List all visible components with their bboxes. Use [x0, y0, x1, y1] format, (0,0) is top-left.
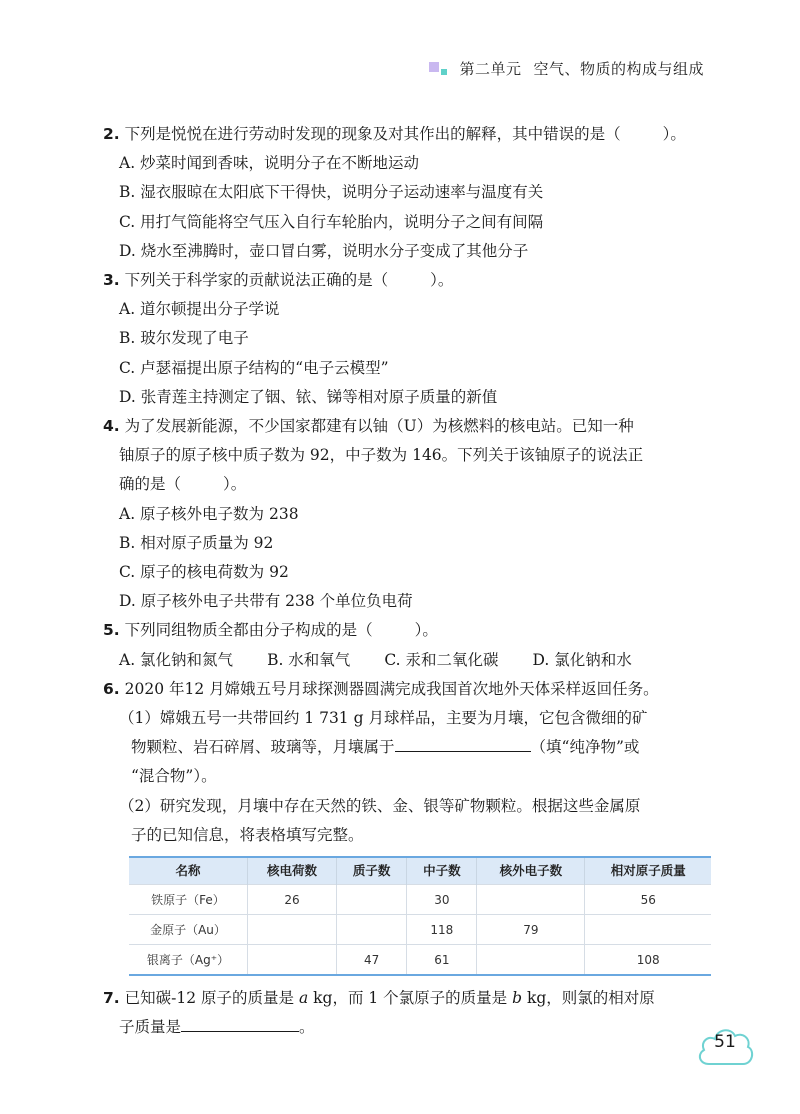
question-number: 2. — [103, 125, 120, 143]
sub-question-1-line-3: “混合物”）。 — [131, 767, 217, 786]
sub-question-text-end: （填“纯净物”或 — [530, 738, 640, 757]
answer-blank[interactable] — [395, 733, 531, 752]
question-4-line-2: 铀原子的原子核中质子数为 92，中子数为 146。下列关于该铀原子的说法正 — [119, 446, 644, 465]
question-stem: 下列同组物质全都由分子构成的是（ — [124, 621, 373, 640]
answer-blank[interactable] — [181, 1013, 299, 1032]
option-a: A. 原子核外电子数为 238 — [119, 504, 299, 523]
metal-info-table — [129, 856, 711, 976]
table-cell-blank[interactable] — [477, 885, 585, 915]
table-cell: 108 — [585, 945, 711, 976]
question-stem-end: ）。 — [223, 475, 247, 494]
question-text: 已知碳-12 原子的质量是 — [124, 989, 299, 1008]
option-a: A. 氯化钠和氮气 — [119, 650, 234, 669]
header-squares-icon — [429, 62, 449, 76]
question-4-line-3 — [103, 470, 713, 499]
page-header — [429, 58, 704, 79]
table-cell: 26 — [248, 885, 337, 915]
question-text: kg，则氯的相对原 — [522, 989, 655, 1008]
question-stem: 确的是（ — [119, 475, 182, 494]
table-row — [129, 885, 711, 915]
table-cell: 30 — [407, 885, 477, 915]
question-text: kg，而 1 个氯原子的质量是 — [308, 989, 513, 1008]
option-b: B. 水和氧气 — [267, 650, 351, 669]
question-stem: 2020 年12 月嫦娥五号月球探测器圆满完成我国首次地外天体采样返回任务。 — [124, 679, 659, 698]
question-stem: 下列关于科学家的贡献说法正确的是（ — [124, 271, 389, 290]
question-number: 4. — [103, 417, 120, 436]
table-cell: 铁原子（Fe） — [129, 885, 248, 915]
question-number: 6. — [103, 679, 120, 698]
option-c: C. 汞和二氧化碳 — [384, 650, 499, 669]
table-cell-blank[interactable] — [477, 945, 585, 976]
option-d: D. 张青莲主持测定了铟、铱、锑等相对原子质量的新值 — [119, 387, 498, 406]
option-d: D. 烧水至沸腾时，壶口冒白雾，说明水分子变成了其他分子 — [119, 241, 529, 260]
header-title: 空气、物质的构成与组成 — [533, 60, 704, 78]
question-number: 3. — [103, 271, 120, 290]
option-b: B. 湿衣服晾在太阳底下干得快，说明分子运动速率与温度有关 — [119, 183, 544, 202]
question-3 — [103, 266, 713, 295]
question-number: 7. — [103, 989, 120, 1008]
table-cell-blank[interactable] — [248, 945, 337, 976]
question-line-1: 为了发展新能源，不少国家都建有以铀（U）为核燃料的核电站。已知一种 — [124, 417, 634, 436]
question-stem-end: ）。 — [662, 125, 686, 143]
sub-question-2-line-1: （2）研究发现，月壤中存在天然的铁、金、银等矿物颗粒。根据这些金属原 — [119, 796, 641, 815]
table-cell-blank[interactable] — [585, 915, 711, 945]
question-5 — [103, 616, 713, 645]
sub-question-2-line-2: 子的已知信息，将表格填写完整。 — [131, 825, 364, 844]
question-stem-end: ）。 — [430, 271, 454, 290]
question-text: 子质量是 — [119, 1018, 182, 1037]
option-c: C. 用打气筒能将空气压入自行车轮胎内，说明分子之间有间隔 — [119, 212, 544, 231]
table-cell: 79 — [477, 915, 585, 945]
table-cell: 56 — [585, 885, 711, 915]
question-number: 5. — [103, 621, 120, 640]
question-4 — [103, 412, 713, 441]
question-stem: 下列是悦悦在进行劳动时发现的现象及对其作出的解释，其中错误的是（ — [124, 125, 621, 143]
page-number-badge — [695, 1020, 755, 1068]
option-d: D. 原子核外电子共带有 238 个单位负电荷 — [119, 592, 413, 611]
table-header-row — [129, 857, 711, 885]
table-header: 相对原子质量 — [585, 857, 711, 885]
question-6 — [103, 675, 713, 704]
option-b: B. 玻尔发现了电子 — [119, 329, 249, 348]
sub-question-1-line-1: （1）嫦娥五号一共带回约 1 731 g 月球样品，主要为月壤，它包含微细的矿 — [119, 709, 648, 728]
table-cell: 47 — [337, 945, 407, 976]
option-a: A. 炒菜时闻到香味，说明分子在不断地运动 — [119, 154, 420, 173]
variable-a: a — [298, 989, 309, 1008]
option-b: B. 相对原子质量为 92 — [119, 533, 274, 552]
question-text-end: 。 — [299, 1018, 315, 1037]
options-row — [103, 646, 713, 675]
question-7-line-2 — [103, 1013, 713, 1042]
option-d: D. 氯化钠和水 — [532, 650, 632, 669]
table-header: 核外电子数 — [477, 857, 585, 885]
table-cell: 金原子（Au） — [129, 915, 248, 945]
question-2 — [103, 120, 713, 149]
page-number: 51 — [714, 1032, 736, 1052]
sub-question-text: 物颗粒、岩石碎屑、玻璃等，月壤属于 — [131, 738, 395, 757]
option-a: A. 道尔顿提出分子学说 — [119, 300, 280, 319]
table-header: 名称 — [129, 857, 248, 885]
question-7 — [103, 984, 713, 1013]
table-header: 质子数 — [337, 857, 407, 885]
option-c: C. 原子的核电荷数为 92 — [119, 563, 289, 582]
option-c: C. 卢瑟福提出原子结构的“电子云模型” — [119, 358, 389, 377]
variable-b: b — [512, 989, 523, 1008]
table-cell-blank[interactable] — [337, 915, 407, 945]
header-unit: 第二单元 — [459, 60, 522, 78]
table-cell-blank[interactable] — [248, 915, 337, 945]
table-cell-blank[interactable] — [337, 885, 407, 915]
table-row — [129, 915, 711, 945]
table-row — [129, 945, 711, 976]
question-stem-end: ）。 — [414, 621, 438, 640]
sub-question-1-line-2 — [103, 733, 713, 762]
table-cell: 61 — [407, 945, 477, 976]
table-cell: 银离子（Ag⁺） — [129, 945, 248, 976]
table-cell: 118 — [407, 915, 477, 945]
table-header: 核电荷数 — [248, 857, 337, 885]
questions-content — [103, 120, 713, 1042]
table-header: 中子数 — [407, 857, 477, 885]
